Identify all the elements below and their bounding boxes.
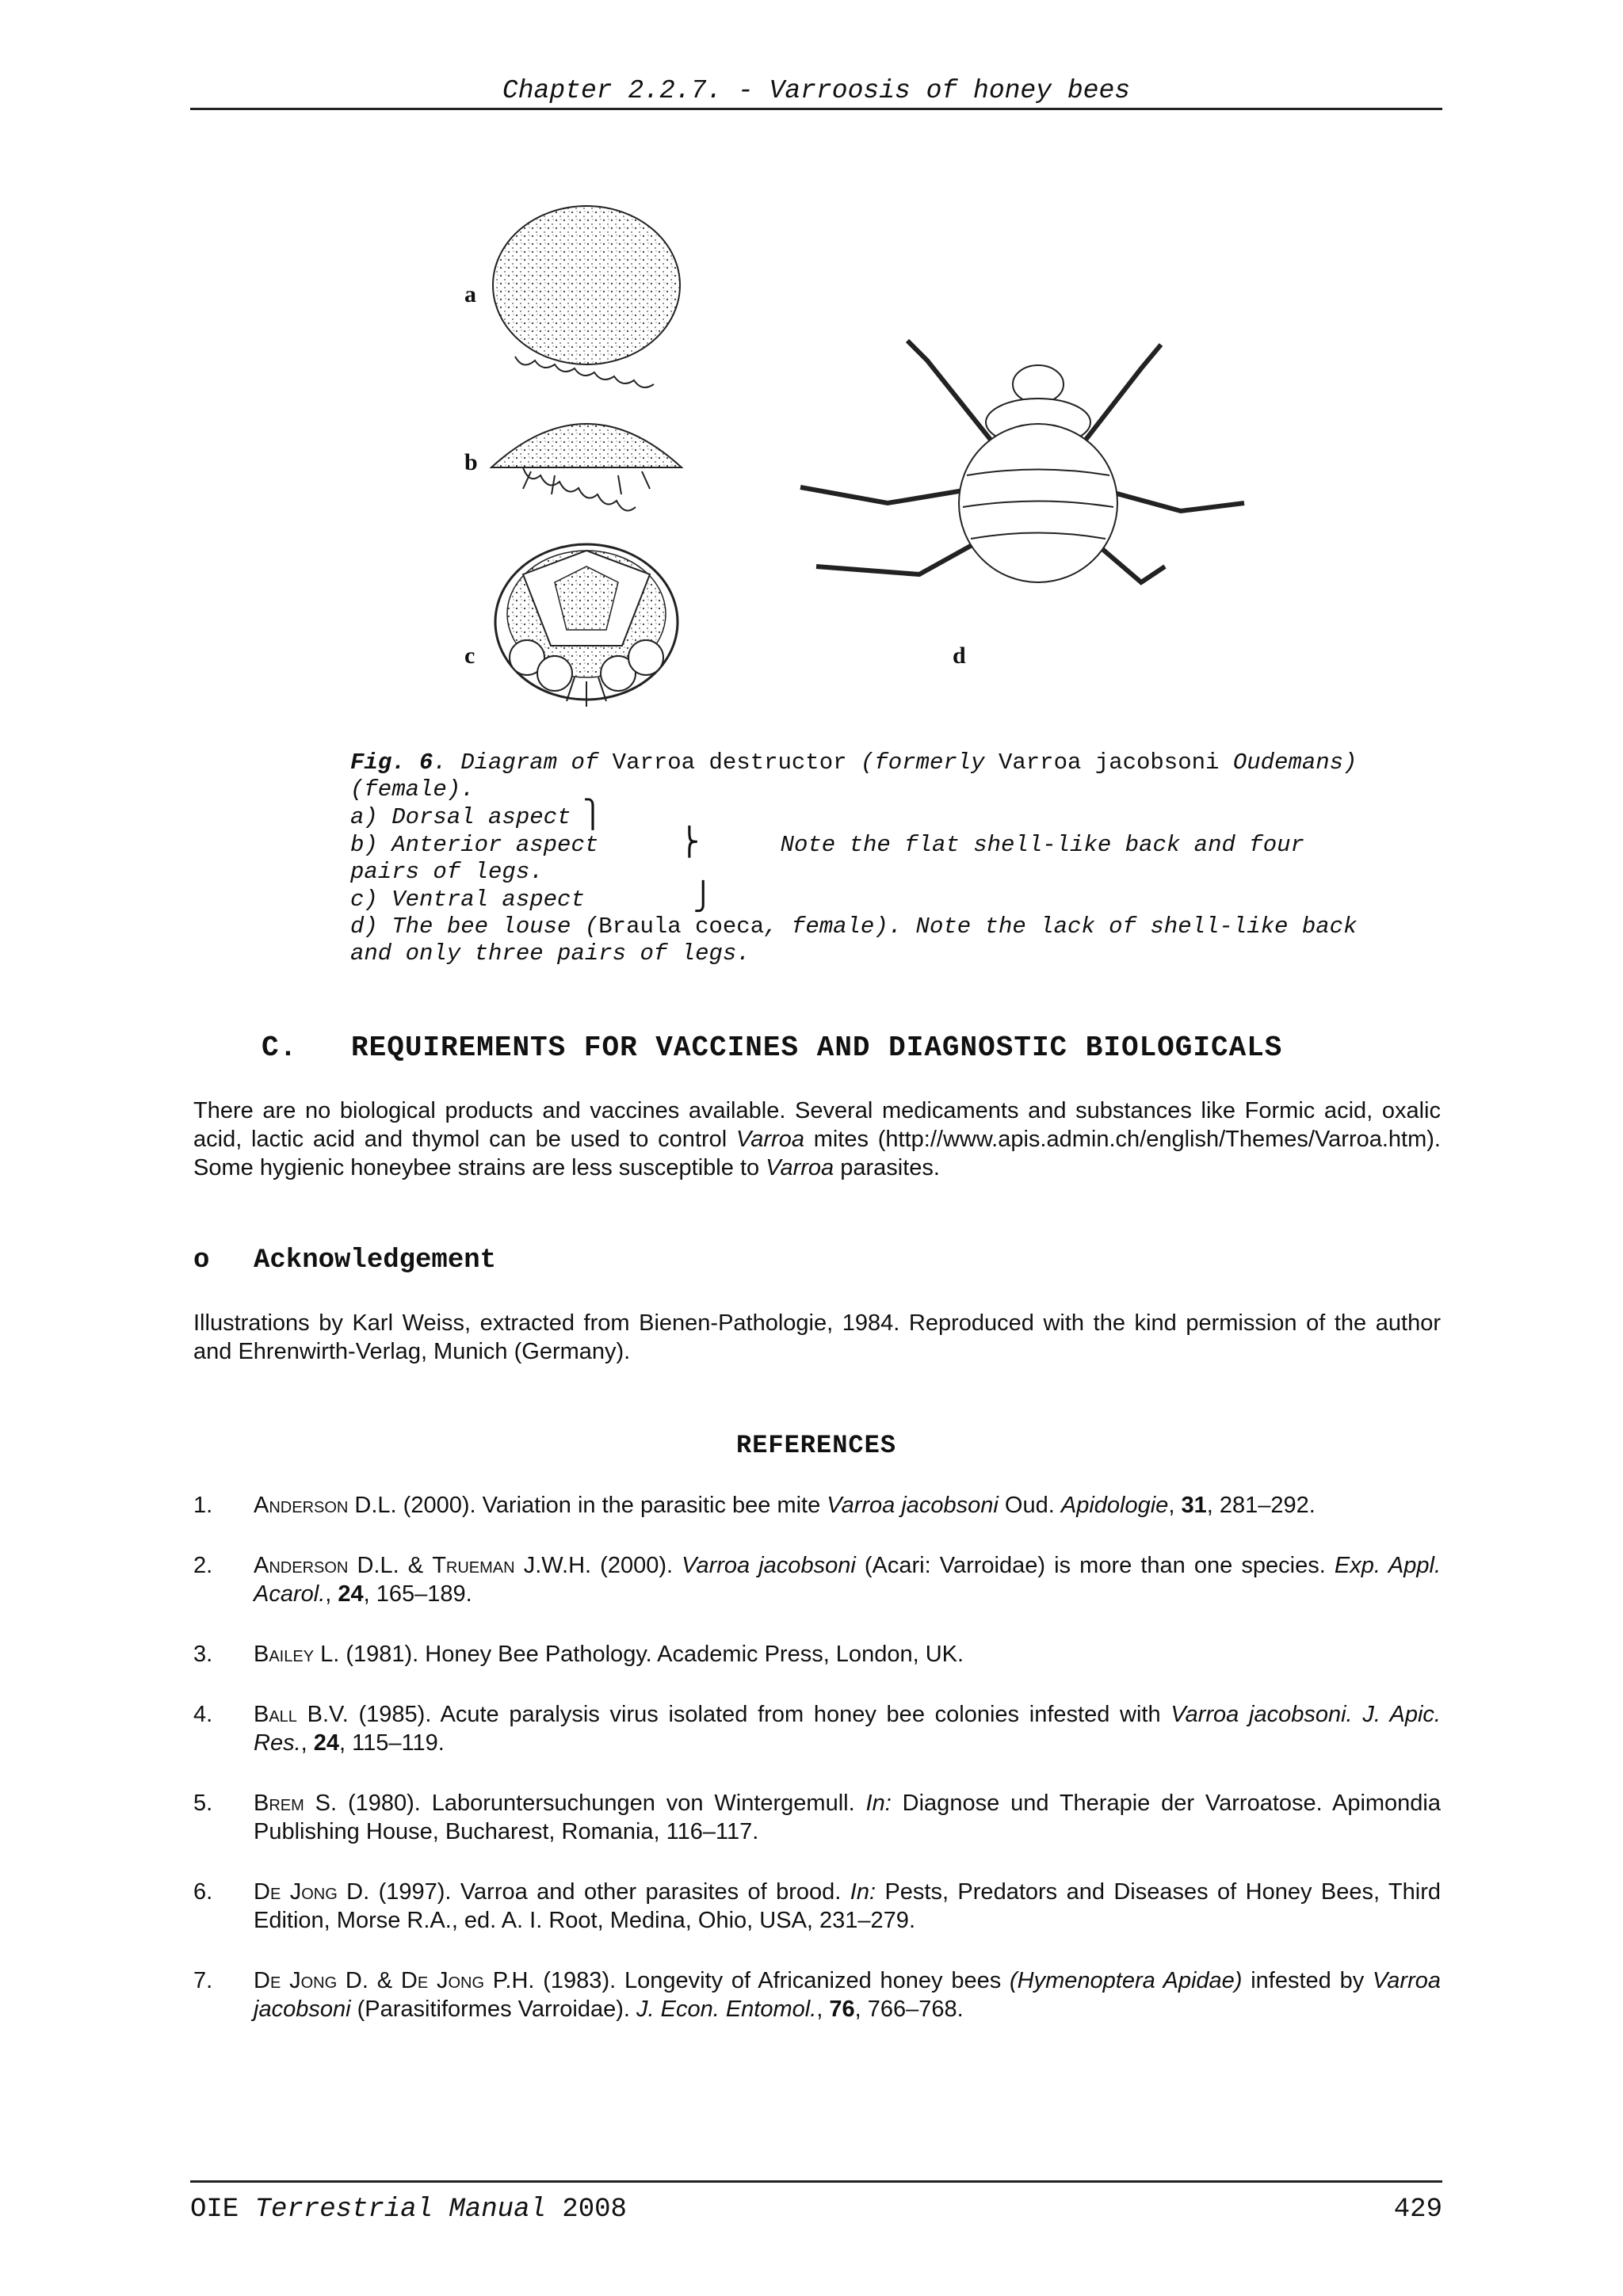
caption-item-c: c) Ventral aspect ⎭ — [350, 884, 712, 914]
references-list — [193, 1491, 1441, 2055]
reference-item: 5. Brem S. (1980). Laboruntersuchungen von Wintergemull. In: Diagnose und Therapie der Varroatose. Apimondia Publishing House, Bucharest, Romania, 116–117. — [193, 1791, 1442, 1844]
header-rule — [190, 108, 1442, 110]
caption-item-d: d) The bee louse (Braula coeca, female). Note the lack of shell-like back — [350, 913, 1358, 940]
reference-item: 6. De Jong D. (1997). Varroa and other parasites of brood. In: Pests, Predators and Diseases of Honey Bees, Third Edition, Morse R.A., ed. A. I. Root, Medina, Ohio, USA, 231–279. — [193, 1879, 1441, 1933]
section-c-heading: C. REQUIREMENTS FOR VACCINES AND DIAGNOSTIC BIOLOGICALS — [262, 1032, 1283, 1064]
reference-item: 4. Ball B.V. (1985). Acute paralysis virus isolated from honey bee colonies infested with Varroa jacobsoni. J. Apic. Res., 24, 115–119. — [193, 1702, 1441, 1756]
references-heading: REFERENCES — [735, 1431, 897, 1460]
caption-line-2: (female). — [350, 776, 475, 803]
mite-dorsal-drawing — [493, 206, 680, 387]
acknowledgement-heading: o Acknowledgement — [193, 1245, 497, 1276]
acknowledgement-paragraph: Illustrations by Karl Weiss, extracted from Bienen-Pathologie, 1984. Reproduced with the kind permission of the author and Ehrenwirth-Verlag, Munich (Germany). — [193, 1310, 1441, 1364]
reference-item: 3. Bailey L. (1981). Honey Bee Pathology. Academic Press, London, UK. — [193, 1642, 964, 1667]
caption-item-b: b) Anterior aspect ⎬ Note the flat shell-like back and four — [350, 830, 1304, 860]
footer-manual-title: OIE Terrestrial Manual 2008 — [190, 2195, 627, 2225]
figure-letter-c: c — [464, 643, 475, 669]
figure-letter-b: b — [464, 449, 478, 475]
figure-label: Fig. 6 — [350, 749, 433, 776]
reference-item: 1. Anderson D.L. (2000). Variation in the parasitic bee mite Varroa jacobsoni Oud. Apidologie, 31, 281–292. — [193, 1493, 1316, 1518]
caption-item-a: a) Dorsal aspect ⎫ — [350, 802, 601, 832]
bee-louse-drawing — [800, 341, 1244, 582]
figure-letter-d: d — [953, 643, 966, 669]
bullet-icon: o — [193, 1245, 210, 1276]
footer-rule — [190, 2180, 1442, 2183]
figure-letter-a: a — [464, 281, 476, 307]
page-number: 429 — [1393, 2195, 1442, 2225]
reference-item: 2. Anderson D.L. & Trueman J.W.H. (2000). Varroa jacobsoni (Acari: Varroidae) is more than one species. Exp. Appl. Acarol., 24, 165–189. — [193, 1553, 1442, 1607]
caption-item-d-cont: and only three pairs of legs. — [350, 940, 750, 967]
running-header: Chapter 2.2.7. - Varroosis of honey bees — [502, 76, 1131, 105]
mite-anterior-drawing — [491, 424, 682, 511]
figure-varroa-diagram — [444, 202, 1252, 725]
section-c-paragraph: There are no biological products and vaccines available. Several medicaments and substances like Formic acid, oxalic acid, lactic acid and thymol can be used to control Varroa mites (http://www.apis.admin.ch/english/Themes/Varroa.htm). Some hygienic honeybee strains are less susceptible to Varroa parasites. — [193, 1098, 1441, 1180]
mite-ventral-drawing — [495, 544, 678, 707]
figure-caption — [350, 749, 1444, 967]
figure-illustrations — [444, 202, 1252, 725]
reference-item: 7. De Jong D. & De Jong P.H. (1983). Longevity of Africanized honey bees (Hymenoptera Apidae) infested by Varroa jacobsoni (Parasitiformes Varroidae). J. Econ. Entomol., 76, 766–768. — [193, 1968, 1441, 2022]
caption-line-1: Fig. 6. Diagram of Varroa destructor (formerly Varroa jacobsoni Oudemans) — [350, 749, 1358, 776]
caption-note-cont: pairs of legs. — [350, 859, 544, 885]
